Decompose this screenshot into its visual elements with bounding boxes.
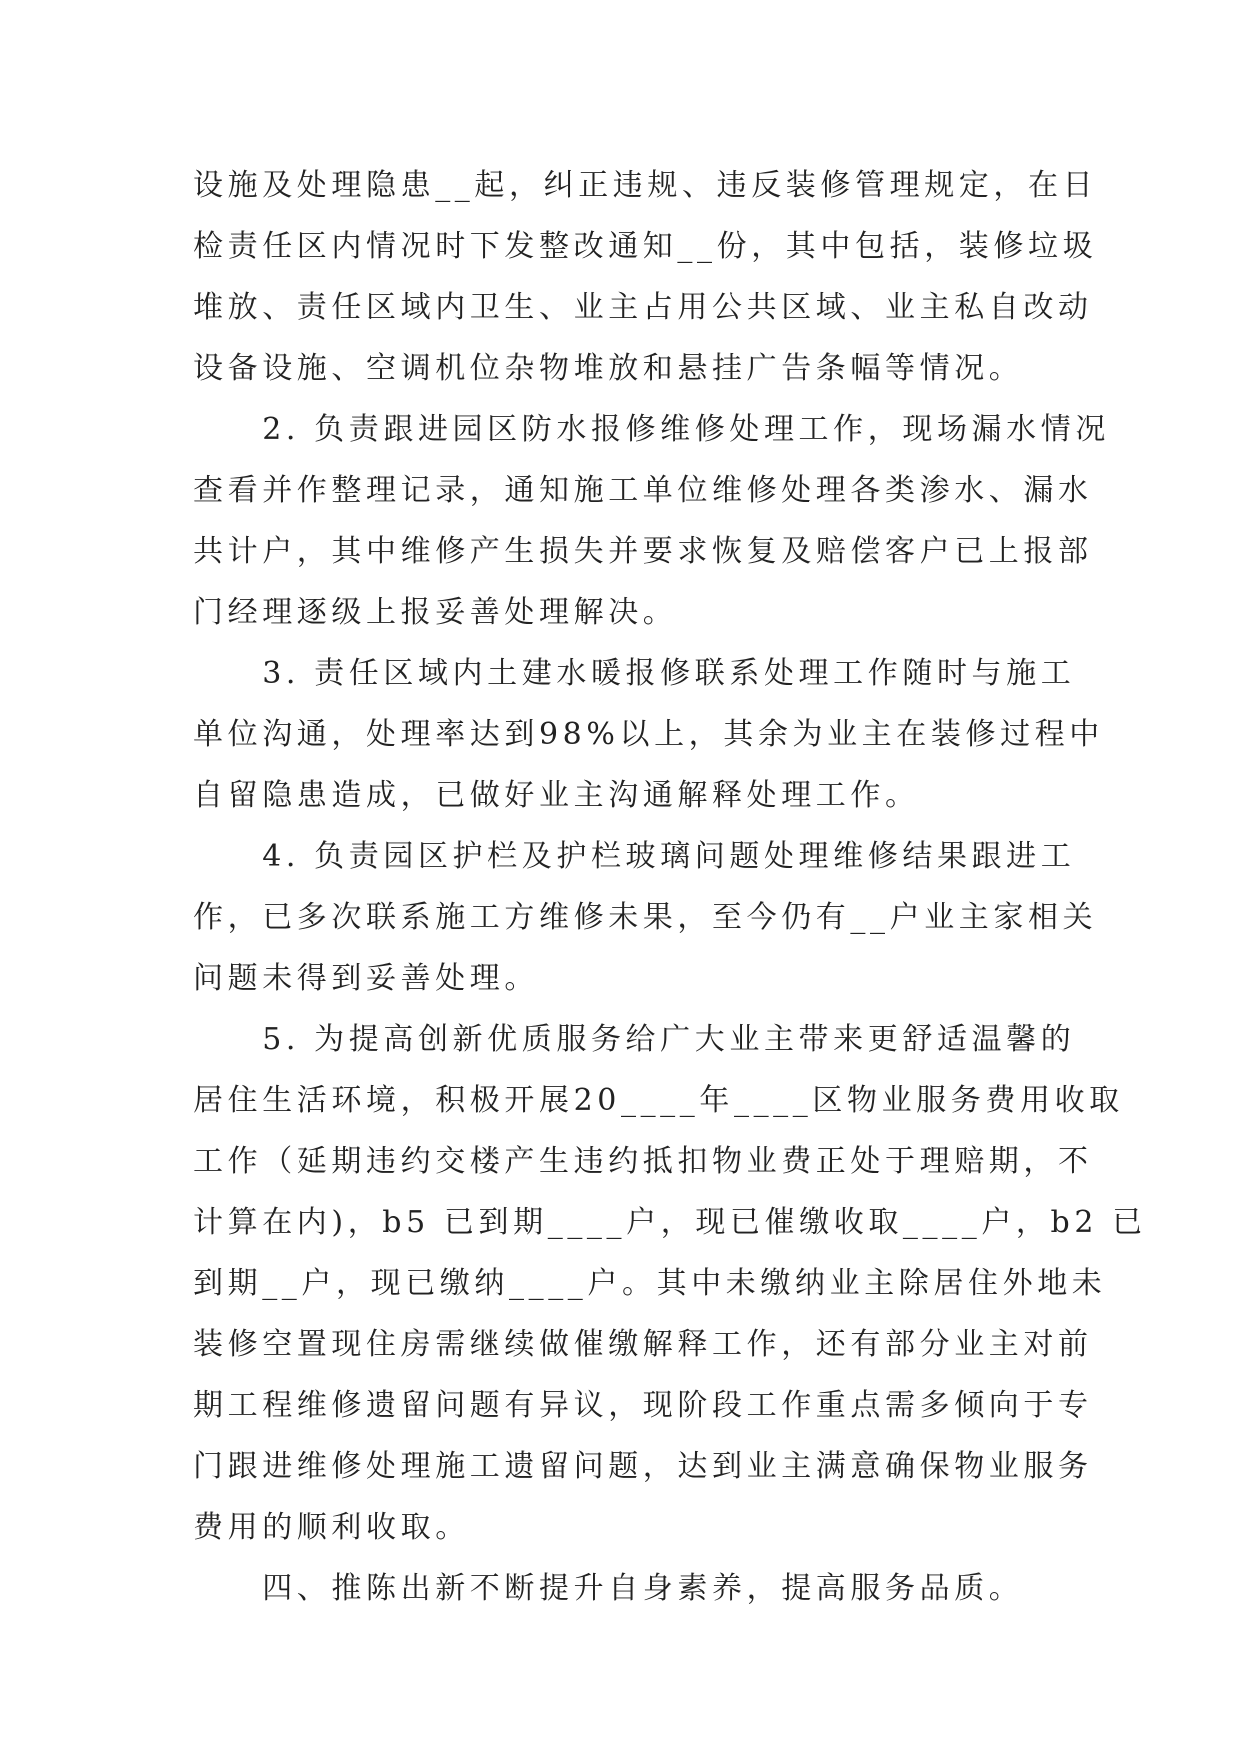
text-line: 单位沟通，处理率达到98%以上，其余为业主在装修过程中 — [193, 717, 1104, 752]
text-line: 计算在内)，b5 已到期____户，现已催缴收取____户，b2 已 — [193, 1205, 1147, 1240]
text-line: 查看并作整理记录，通知施工单位维修处理各类渗水、漏水 — [193, 473, 1093, 508]
text-line: 装修空置现住房需继续做催缴解释工作，还有部分业主对前 — [193, 1327, 1093, 1362]
text-line: 费用的顺利收取。 — [193, 1510, 470, 1545]
text-line: 工作（延期违约交楼产生违约抵扣物业费正处于理赔期，不 — [193, 1144, 1093, 1179]
text-line: 居住生活环境，积极开展20____年____区物业服务费用收取 — [193, 1083, 1124, 1118]
text-line: 门跟进维修处理施工遗留问题，达到业主满意确保物业服务 — [193, 1449, 1093, 1484]
text-line: 4. 负责园区护栏及护栏玻璃问题处理维修结果跟进工 — [193, 839, 1076, 874]
text-line: 作，已多次联系施工方维修未果，至今仍有__户业主家相关 — [193, 900, 1098, 935]
text-line: 到期__户，现已缴纳____户。其中未缴纳业主除居住外地未 — [193, 1266, 1107, 1301]
text-line: 设施及处理隐患__起，纠正违规、违反装修管理规定，在日 — [193, 168, 1098, 203]
document-body — [193, 155, 1147, 1619]
text-line: 共计户，其中维修产生损失并要求恢复及赔偿客户已上报部 — [193, 534, 1093, 569]
text-line: 2. 负责跟进园区防水报修维修处理工作，现场漏水情况 — [193, 412, 1110, 447]
text-line: 自留隐患造成，已做好业主沟通解释处理工作。 — [193, 778, 920, 813]
text-line: 问题未得到妥善处理。 — [193, 961, 539, 996]
text-line: 3. 责任区域内土建水暖报修联系处理工作随时与施工 — [193, 656, 1076, 691]
text-line: 检责任区内情况时下发整改通知__份，其中包括，装修垃圾 — [193, 229, 1098, 264]
text-line: 设备设施、空调机位杂物堆放和悬挂广告条幅等情况。 — [193, 351, 1024, 386]
text-line: 5. 为提高创新优质服务给广大业主带来更舒适温馨的 — [193, 1022, 1076, 1057]
text-line: 门经理逐级上报妥善处理解决。 — [193, 595, 678, 630]
text-line: 期工程维修遗留问题有异议，现阶段工作重点需多倾向于专 — [193, 1388, 1093, 1423]
text-line: 四、推陈出新不断提升自身素养，提高服务品质。 — [193, 1571, 1024, 1606]
text-line: 堆放、责任区域内卫生、业主占用公共区域、业主私自改动 — [193, 290, 1093, 325]
